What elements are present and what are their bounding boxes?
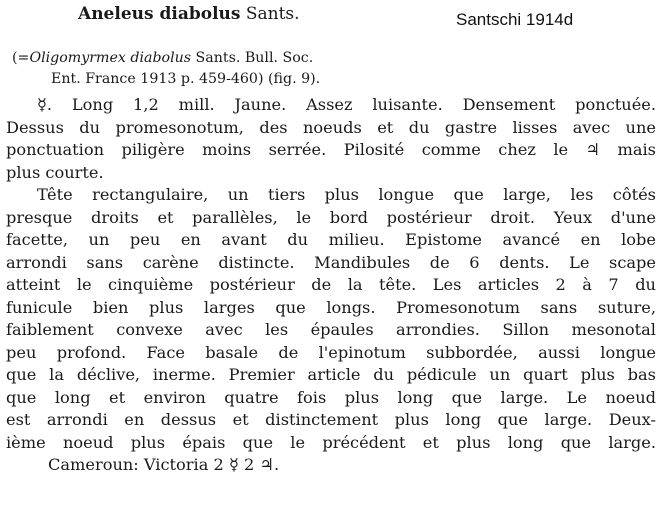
body-line: ponctuation piligère moins serrée. Pilosité comme chez le ♃ mais	[6, 140, 656, 159]
synonym-line-1	[12, 48, 320, 69]
synonym-open: (=	[12, 50, 30, 66]
body-line: ième noeud plus épais que le précédent et plus long que large.	[6, 432, 656, 452]
species-name: Aneleus diabolus	[78, 4, 241, 24]
species-title	[78, 4, 300, 24]
body-line: que long et environ quatre fois plus long que large. Le noeud	[6, 387, 656, 407]
body-line: que la déclive, inerme. Premier article du pédicule un quart plus bas	[6, 365, 656, 384]
species-author: Sants.	[240, 4, 300, 24]
body-line: Tête rectangulaire, un tiers plus longue que large, les côtés	[37, 185, 656, 204]
source-citation-tag: Santschi 1914d	[456, 10, 574, 29]
body-line: est arrondi en dessus et distinctement plus long que large. Deux-	[6, 410, 656, 429]
description-body	[6, 94, 656, 477]
synonym-line-2: Ent. France 1913 p. 459-460) (fig. 9).	[51, 71, 321, 87]
synonym-name: Oligomyrmex diabolus	[29, 50, 192, 66]
body-line: arrondi sans carène distincte. Mandibules de 6 dents. Le scape	[6, 252, 656, 272]
body-line: funicule bien plus larges que longs. Promesonotum sans suture,	[6, 297, 656, 317]
body-line: ☿. Long 1,2 mill. Jaune. Assez luisante. Densement ponctuée.	[37, 95, 656, 114]
synonym-block	[12, 48, 320, 90]
body-line: facette, un peu en avant du milieu. Epistome avancé en lobe	[6, 230, 656, 249]
body-line: plus courte.	[6, 162, 104, 182]
body-line: Dessus du promesonotum, des noeuds et du gastre lisses avec une	[6, 117, 656, 137]
body-line: faiblement convexe avec les épaules arrondies. Sillon mesonotal	[6, 320, 656, 339]
body-line: Cameroun: Victoria 2 ☿ 2 ♃.	[48, 455, 280, 474]
body-line: atteint le cinquième postérieur de la tête. Les articles 2 à 7 du	[6, 275, 656, 294]
body-line: peu profond. Face basale de l'epinotum subbordée, aussi longue	[6, 342, 656, 362]
synonym-ref: Sants. Bull. Soc.	[191, 50, 314, 66]
body-line: presque droits et parallèles, le bord postérieur droit. Yeux d'une	[6, 207, 656, 227]
